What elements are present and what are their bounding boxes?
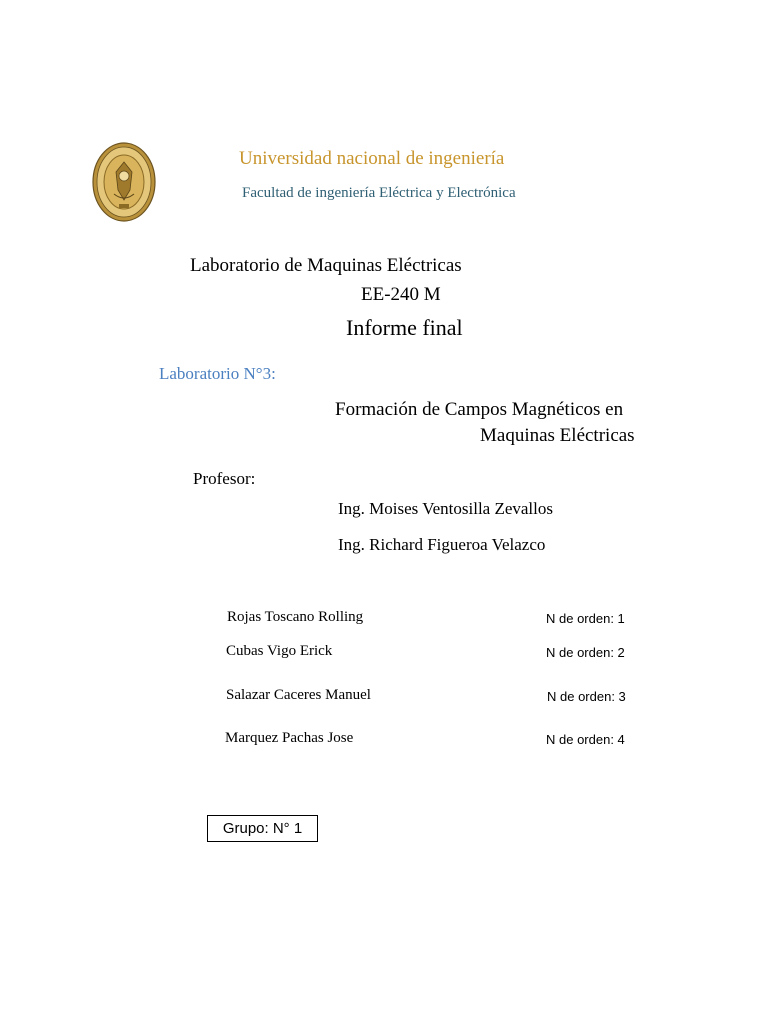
group-box: [207, 815, 318, 842]
faculty-name: Facultad de ingeniería Eléctrica y Electrónica: [242, 185, 516, 201]
student-name: Rojas Toscano Rolling: [227, 609, 364, 625]
topic-line-1: Formación de Campos Magnéticos en: [335, 399, 624, 420]
professor-label: Profesor:: [193, 469, 256, 488]
student-order-number: N de orden: 2: [546, 645, 625, 660]
report-title: Informe final: [346, 315, 463, 340]
lab-number: Laboratorio N°3:: [159, 364, 276, 383]
professor-name: Ing. Richard Figueroa Velazco: [338, 535, 546, 554]
lab-course-title: Laboratorio de Maquinas Eléctricas: [190, 255, 462, 276]
student-order-number: N de orden: 3: [547, 689, 626, 704]
university-seal-icon: [92, 142, 156, 222]
student-order-number: N de orden: 1: [546, 611, 625, 626]
topic-line-2: Maquinas Eléctricas: [480, 425, 635, 446]
university-title: Universidad nacional de ingeniería: [239, 148, 505, 169]
student-name: Salazar Caceres Manuel: [226, 687, 371, 703]
student-name: Marquez Pachas Jose: [225, 730, 354, 746]
student-name: Cubas Vigo Erick: [226, 643, 333, 659]
professor-name: Ing. Moises Ventosilla Zevallos: [338, 499, 553, 518]
group-label: Grupo: N° 1: [222, 820, 303, 837]
course-code: EE-240 M: [361, 284, 441, 305]
student-order-number: N de orden: 4: [546, 732, 625, 747]
